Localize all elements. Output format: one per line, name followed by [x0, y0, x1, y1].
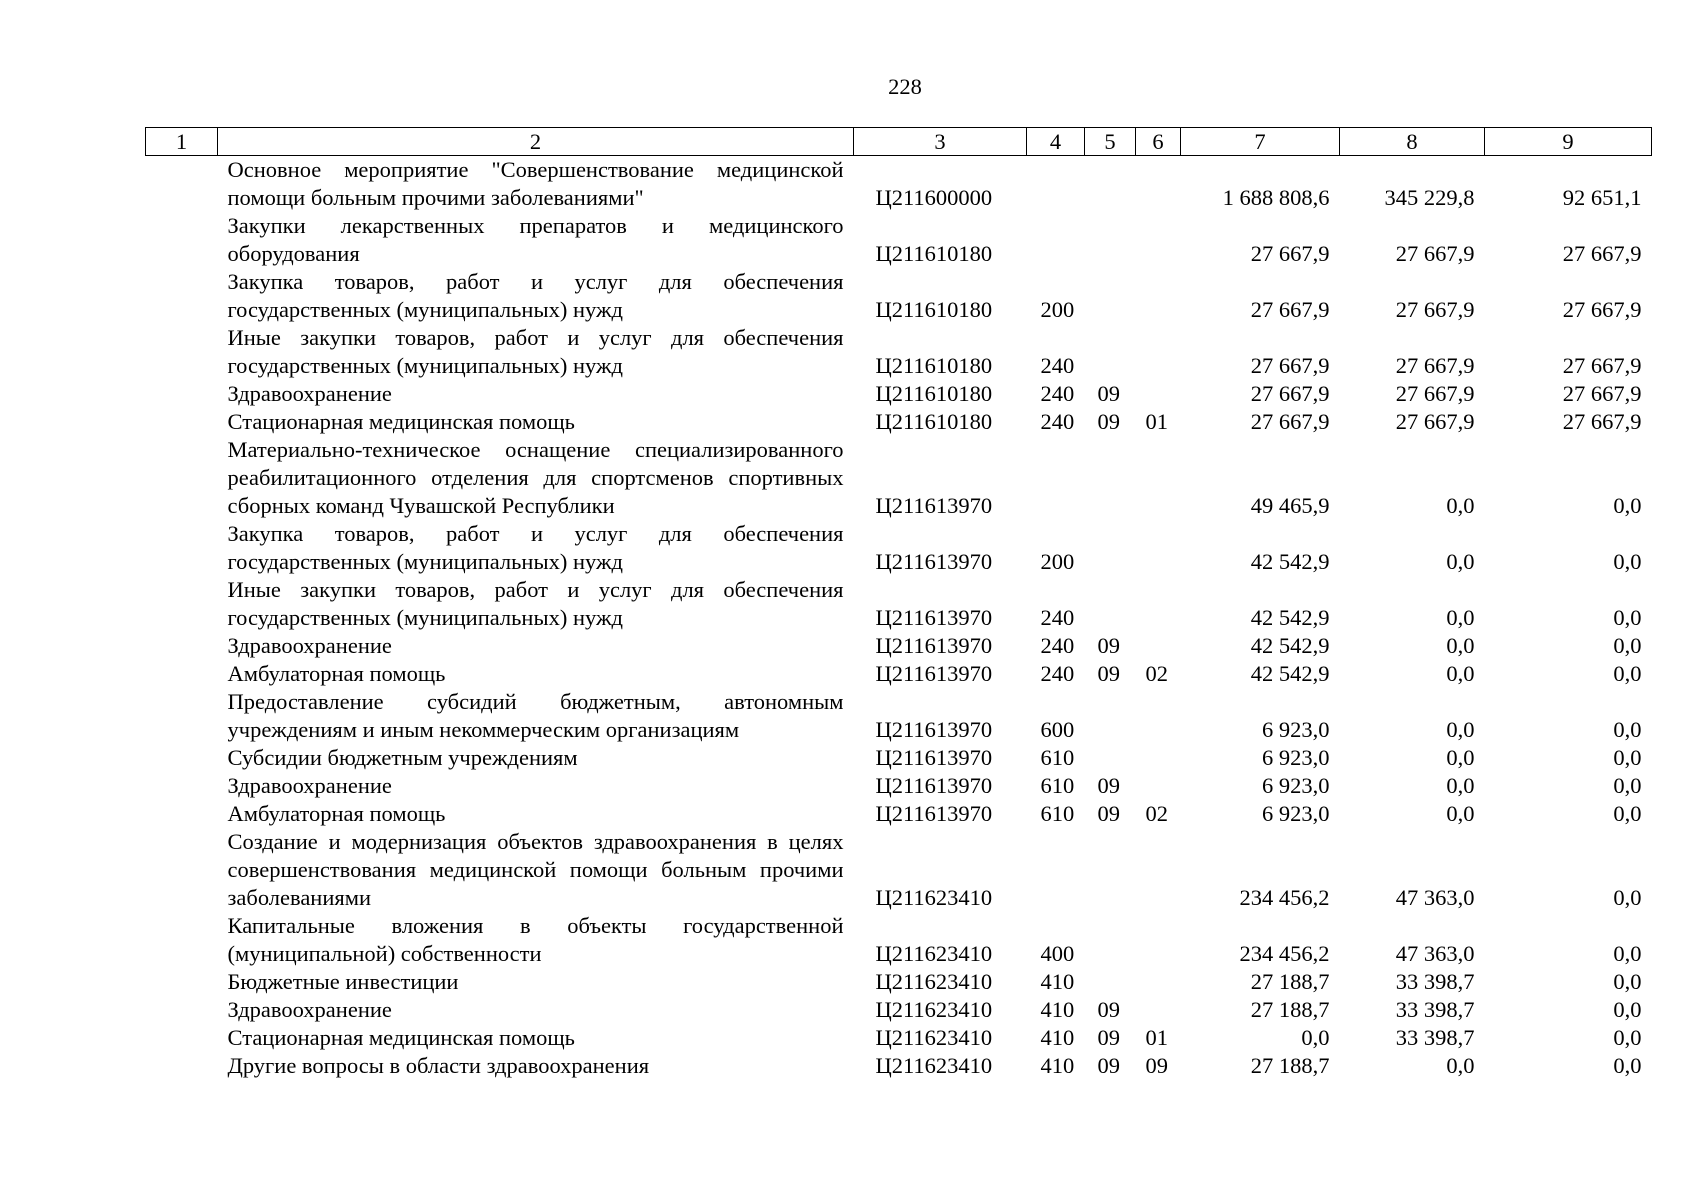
target-article-code: Ц211610180: [875, 353, 993, 378]
subsection-code: 01: [1145, 1025, 1168, 1050]
expense-type-code: 240: [1040, 353, 1075, 378]
amount-col-7: 6 923,0: [1262, 801, 1330, 826]
expense-type-code: 600: [1040, 717, 1075, 742]
table-row: [146, 828, 1652, 912]
amount-col-7: 42 542,9: [1250, 633, 1330, 658]
amount-col-9: 0,0: [1613, 885, 1642, 910]
subsection-code: [1136, 688, 1181, 744]
table-row: [146, 268, 1652, 324]
item-name: Здравоохранение: [227, 773, 392, 798]
section-code: [1085, 212, 1136, 268]
item-name: Здравоохранение: [227, 633, 392, 658]
amount-col-8: 0,0: [1446, 773, 1475, 798]
table-row: [146, 212, 1652, 268]
expense-type-code: 240: [1040, 381, 1075, 406]
amount-col-8: 0,0: [1446, 1053, 1475, 1078]
target-article-code: Ц211623410: [875, 941, 993, 966]
amount-col-9: 0,0: [1613, 717, 1642, 742]
expense-type-code: 240: [1040, 409, 1075, 434]
section-code: [1085, 520, 1136, 576]
subsection-code: 09: [1145, 1053, 1168, 1078]
item-name: Предоставление субсидий бюджетным, автономным учреждениям и иным некоммерческим организациям: [227, 689, 844, 742]
section-code: [1085, 828, 1136, 912]
target-article-code: Ц211613970: [875, 773, 993, 798]
column-header: 2: [218, 128, 854, 156]
empty-cell: [146, 800, 218, 828]
amount-col-7: 27 188,7: [1250, 997, 1330, 1022]
column-header: 3: [854, 128, 1027, 156]
amount-col-8: 0,0: [1446, 493, 1475, 518]
amount-col-9: 0,0: [1613, 997, 1642, 1022]
expense-type-code: [1027, 828, 1085, 912]
amount-col-9: 27 667,9: [1562, 381, 1642, 406]
section-code: [1085, 324, 1136, 380]
table-row: [146, 632, 1652, 660]
empty-cell: [146, 632, 218, 660]
amount-col-8: 33 398,7: [1395, 1025, 1475, 1050]
expense-type-code: 410: [1040, 1053, 1075, 1078]
empty-cell: [146, 996, 218, 1024]
subsection-code: [1136, 520, 1181, 576]
amount-col-7: 6 923,0: [1262, 717, 1330, 742]
amount-col-7: 49 465,9: [1250, 493, 1330, 518]
column-header: 4: [1027, 128, 1085, 156]
subsection-code: [1136, 324, 1181, 380]
amount-col-9: 92 651,1: [1562, 185, 1642, 210]
amount-col-7: 27 667,9: [1250, 241, 1330, 266]
section-code: [1085, 912, 1136, 968]
subsection-code: [1136, 212, 1181, 268]
section-code: 09: [1097, 409, 1120, 434]
amount-col-8: 27 667,9: [1395, 409, 1475, 434]
amount-col-7: 27 667,9: [1250, 353, 1330, 378]
target-article-code: Ц211613970: [875, 661, 993, 686]
amount-col-8: 345 229,8: [1384, 185, 1475, 210]
table-row: [146, 772, 1652, 800]
item-name: Создание и модернизация объектов здравоохранения в целях совершенствования медицинской помощи больным прочими заболеваниями: [227, 829, 844, 910]
subsection-code: [1136, 772, 1181, 800]
empty-cell: [146, 660, 218, 688]
amount-col-7: 27 667,9: [1250, 381, 1330, 406]
table-row: [146, 380, 1652, 408]
subsection-code: [1136, 436, 1181, 520]
expense-type-code: 400: [1040, 941, 1075, 966]
empty-cell: [146, 772, 218, 800]
target-article-code: Ц211623410: [875, 1053, 993, 1078]
amount-col-7: 6 923,0: [1262, 773, 1330, 798]
section-code: 09: [1097, 1053, 1120, 1078]
empty-cell: [146, 912, 218, 968]
column-header: 7: [1181, 128, 1340, 156]
column-header: 8: [1340, 128, 1485, 156]
item-name: Здравоохранение: [227, 997, 392, 1022]
target-article-code: Ц211613970: [875, 633, 993, 658]
empty-cell: [146, 408, 218, 436]
item-name: Основное мероприятие "Совершенствование медицинской помощи больным прочими заболеваниями": [227, 157, 844, 210]
empty-cell: [146, 436, 218, 520]
section-code: 09: [1097, 661, 1120, 686]
target-article-code: Ц211600000: [875, 185, 993, 210]
section-code: [1085, 968, 1136, 996]
table-row: [146, 968, 1652, 996]
section-code: 09: [1097, 801, 1120, 826]
expense-type-code: 200: [1040, 549, 1075, 574]
amount-col-9: 0,0: [1613, 773, 1642, 798]
amount-col-7: 0,0: [1301, 1025, 1330, 1050]
amount-col-8: 47 363,0: [1395, 885, 1475, 910]
amount-col-7: 234 456,2: [1239, 941, 1330, 966]
target-article-code: Ц211610180: [875, 241, 993, 266]
expense-type-code: 410: [1040, 997, 1075, 1022]
amount-col-8: 0,0: [1446, 605, 1475, 630]
expense-type-code: [1027, 212, 1085, 268]
empty-cell: [146, 156, 218, 213]
amount-col-9: 27 667,9: [1562, 241, 1642, 266]
subsection-code: 01: [1145, 409, 1168, 434]
target-article-code: Ц211623410: [875, 969, 993, 994]
item-name: Стационарная медицинская помощь: [227, 409, 575, 434]
item-name: Стационарная медицинская помощь: [227, 1025, 575, 1050]
item-name: Закупка товаров, работ и услуг для обеспечения государственных (муниципальных) нужд: [227, 269, 844, 322]
expense-type-code: 240: [1040, 661, 1075, 686]
expense-type-code: [1027, 436, 1085, 520]
amount-col-9: 27 667,9: [1562, 297, 1642, 322]
table-row: [146, 800, 1652, 828]
subsection-code: [1136, 156, 1181, 213]
section-code: [1085, 744, 1136, 772]
amount-col-8: 47 363,0: [1395, 941, 1475, 966]
target-article-code: Ц211613970: [875, 801, 993, 826]
section-code: 09: [1097, 381, 1120, 406]
amount-col-8: 0,0: [1446, 661, 1475, 686]
section-code: 09: [1097, 773, 1120, 798]
amount-col-7: 42 542,9: [1250, 661, 1330, 686]
amount-col-7: 1 688 808,6: [1222, 185, 1330, 210]
amount-col-8: 0,0: [1446, 801, 1475, 826]
amount-col-7: 27 188,7: [1250, 1053, 1330, 1078]
table-row: [146, 996, 1652, 1024]
section-code: 09: [1097, 997, 1120, 1022]
table-row: [146, 576, 1652, 632]
table-row: [146, 408, 1652, 436]
item-name: Закупка товаров, работ и услуг для обеспечения государственных (муниципальных) нужд: [227, 521, 844, 574]
item-name: Капитальные вложения в объекты государственной (муниципальной) собственности: [227, 913, 844, 966]
amount-col-8: 27 667,9: [1395, 353, 1475, 378]
amount-col-7: 234 456,2: [1239, 885, 1330, 910]
column-header: 9: [1485, 128, 1652, 156]
empty-cell: [146, 968, 218, 996]
section-code: [1085, 268, 1136, 324]
amount-col-9: 0,0: [1613, 549, 1642, 574]
expense-type-code: 240: [1040, 605, 1075, 630]
table-row: [146, 1024, 1652, 1052]
expense-type-code: 200: [1040, 297, 1075, 322]
subsection-code: [1136, 632, 1181, 660]
table-row: [146, 156, 1652, 213]
empty-cell: [146, 576, 218, 632]
item-name: Здравоохранение: [227, 381, 392, 406]
amount-col-8: 0,0: [1446, 633, 1475, 658]
table-row: [146, 1052, 1652, 1080]
table-row: [146, 324, 1652, 380]
column-header: 1: [146, 128, 218, 156]
expense-type-code: 240: [1040, 633, 1075, 658]
item-name: Субсидии бюджетным учреждениям: [227, 745, 578, 770]
amount-col-7: 42 542,9: [1250, 605, 1330, 630]
amount-col-9: 0,0: [1613, 801, 1642, 826]
target-article-code: Ц211610180: [875, 297, 993, 322]
amount-col-9: 0,0: [1613, 969, 1642, 994]
item-name: Бюджетные инвестиции: [227, 969, 459, 994]
amount-col-7: 27 667,9: [1250, 409, 1330, 434]
target-article-code: Ц211623410: [875, 997, 993, 1022]
table-row: [146, 688, 1652, 744]
subsection-code: [1136, 828, 1181, 912]
amount-col-7: 27 667,9: [1250, 297, 1330, 322]
amount-col-9: 0,0: [1613, 1053, 1642, 1078]
section-code: 09: [1097, 633, 1120, 658]
empty-cell: [146, 212, 218, 268]
table-row: [146, 436, 1652, 520]
expense-type-code: [1027, 156, 1085, 213]
item-name: Иные закупки товаров, работ и услуг для обеспечения государственных (муниципальных) нужд: [227, 325, 844, 378]
column-number-row: [146, 128, 1652, 156]
item-name: Амбулаторная помощь: [227, 661, 446, 686]
amount-col-8: 33 398,7: [1395, 997, 1475, 1022]
expense-type-code: 410: [1040, 1025, 1075, 1050]
amount-col-9: 27 667,9: [1562, 409, 1642, 434]
table-row: [146, 520, 1652, 576]
subsection-code: [1136, 744, 1181, 772]
amount-col-8: 0,0: [1446, 549, 1475, 574]
section-code: [1085, 436, 1136, 520]
item-name: Иные закупки товаров, работ и услуг для обеспечения государственных (муниципальных) нужд: [227, 577, 844, 630]
subsection-code: [1136, 576, 1181, 632]
item-name: Амбулаторная помощь: [227, 801, 446, 826]
subsection-code: 02: [1145, 661, 1168, 686]
empty-cell: [146, 520, 218, 576]
amount-col-9: 0,0: [1613, 493, 1642, 518]
empty-cell: [146, 268, 218, 324]
subsection-code: [1136, 912, 1181, 968]
amount-col-8: 0,0: [1446, 717, 1475, 742]
subsection-code: 02: [1145, 801, 1168, 826]
amount-col-7: 6 923,0: [1262, 745, 1330, 770]
amount-col-9: 0,0: [1613, 605, 1642, 630]
table-row: [146, 912, 1652, 968]
target-article-code: Ц211613970: [875, 549, 993, 574]
section-code: 09: [1097, 1025, 1120, 1050]
target-article-code: Ц211610180: [875, 381, 993, 406]
empty-cell: [146, 688, 218, 744]
column-header: 5: [1085, 128, 1136, 156]
target-article-code: Ц211613970: [875, 605, 993, 630]
amount-col-8: 33 398,7: [1395, 969, 1475, 994]
amount-col-7: 42 542,9: [1250, 549, 1330, 574]
section-code: [1085, 156, 1136, 213]
page-number: 228: [888, 74, 922, 99]
section-code: [1085, 576, 1136, 632]
subsection-code: [1136, 268, 1181, 324]
subsection-code: [1136, 380, 1181, 408]
budget-table: [145, 127, 1652, 1080]
amount-col-9: 0,0: [1613, 633, 1642, 658]
empty-cell: [146, 380, 218, 408]
amount-col-8: 27 667,9: [1395, 241, 1475, 266]
target-article-code: Ц211623410: [875, 1025, 993, 1050]
amount-col-9: 0,0: [1613, 1025, 1642, 1050]
item-name: Материально-техническое оснащение специализированного реабилитационного отделения для спортсменов спортивных сборных команд Чувашской Республики: [227, 437, 844, 518]
amount-col-8: 27 667,9: [1395, 297, 1475, 322]
expense-type-code: 610: [1040, 773, 1075, 798]
expense-type-code: 610: [1040, 745, 1075, 770]
amount-col-8: 0,0: [1446, 745, 1475, 770]
amount-col-9: 0,0: [1613, 941, 1642, 966]
empty-cell: [146, 828, 218, 912]
empty-cell: [146, 324, 218, 380]
item-name: Другие вопросы в области здравоохранения: [227, 1053, 650, 1078]
item-name: Закупки лекарственных препаратов и медицинского оборудования: [227, 213, 844, 266]
amount-col-9: 27 667,9: [1562, 353, 1642, 378]
table-row: [146, 660, 1652, 688]
amount-col-8: 27 667,9: [1395, 381, 1475, 406]
column-header: 6: [1136, 128, 1181, 156]
amount-col-7: 27 188,7: [1250, 969, 1330, 994]
empty-cell: [146, 1024, 218, 1052]
target-article-code: Ц211623410: [875, 885, 993, 910]
empty-cell: [146, 1052, 218, 1080]
amount-col-9: 0,0: [1613, 745, 1642, 770]
expense-type-code: 410: [1040, 969, 1075, 994]
target-article-code: Ц211613970: [875, 717, 993, 742]
target-article-code: Ц211610180: [875, 409, 993, 434]
amount-col-9: 0,0: [1613, 661, 1642, 686]
target-article-code: Ц211613970: [875, 745, 993, 770]
table-row: [146, 744, 1652, 772]
subsection-code: [1136, 996, 1181, 1024]
empty-cell: [146, 744, 218, 772]
subsection-code: [1136, 968, 1181, 996]
target-article-code: Ц211613970: [875, 493, 993, 518]
expense-type-code: 610: [1040, 801, 1075, 826]
section-code: [1085, 688, 1136, 744]
